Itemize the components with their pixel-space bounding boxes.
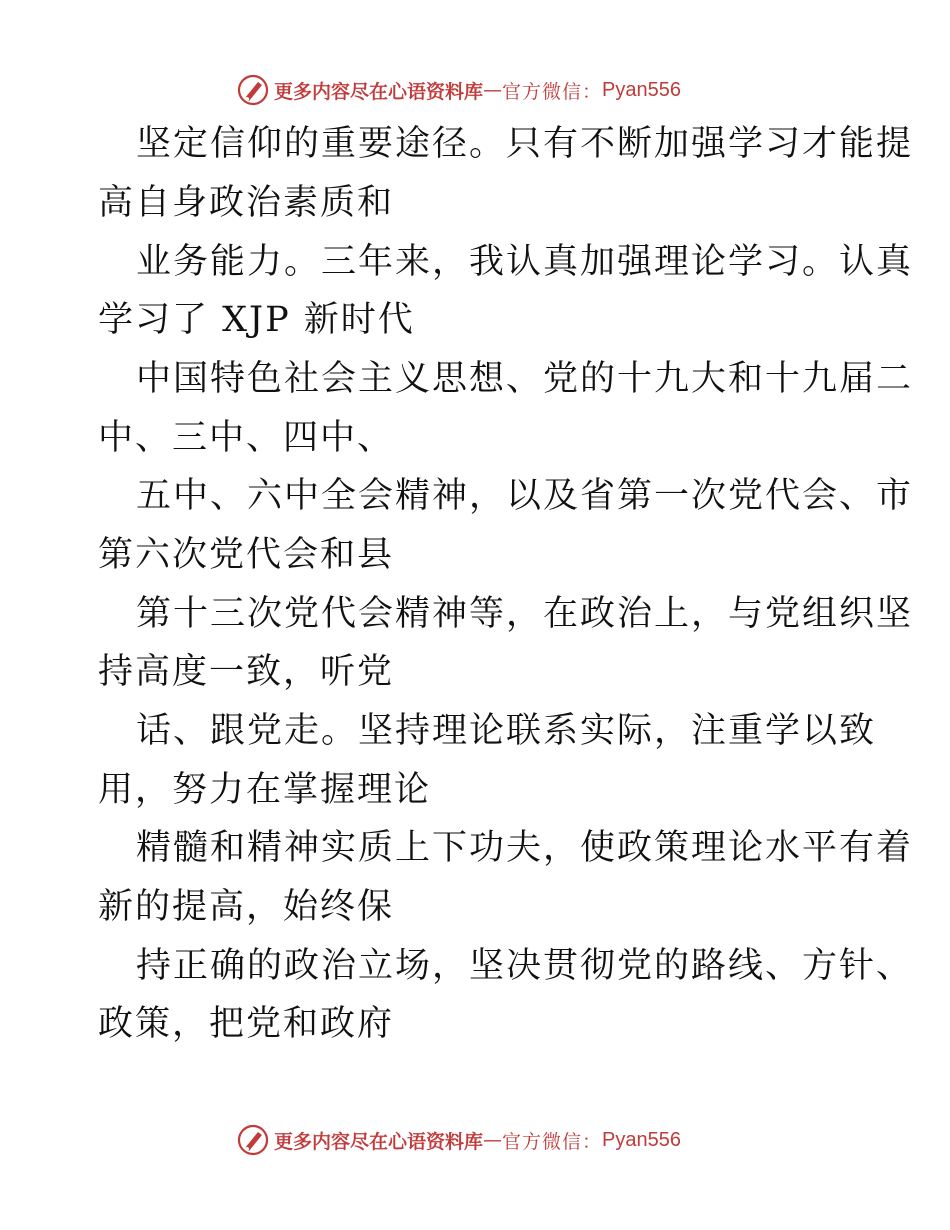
text-line: 政策，把党和政府: [98, 1004, 395, 1044]
header-watermark: [236, 72, 681, 108]
text-line: 持正确的政治立场，坚决贯彻党的路线、方针、: [136, 946, 914, 986]
text-line: 中国特色社会主义思想、党的十九大和十九届二: [136, 359, 914, 399]
watermark-dash: —: [483, 79, 503, 101]
text-line: 坚定信仰的重要途径。只有不断加强学习才能提: [136, 124, 914, 164]
watermark-wechat-id: Pyan556: [602, 78, 681, 101]
text-line: 持高度一致，听党: [98, 652, 395, 692]
text-line: 第十三次党代会精神等，在政治上，与党组织坚: [136, 594, 914, 634]
watermark-sub-text: 官方微信：: [502, 80, 603, 103]
text-line: 中、三中、四中、: [98, 418, 395, 458]
text-line: 第六次党代会和县: [98, 535, 395, 575]
text-line: 精髓和精神实质上下功夫，使政策理论水平有着: [136, 828, 914, 868]
watermark-wechat-id: Pyan556: [602, 1128, 681, 1151]
watermark-main-text: 更多内容尽在心语资料库: [274, 1130, 484, 1153]
pen-logo-icon: [236, 1123, 270, 1157]
text-line: 业务能力。三年来，我认真加强理论学习。认真: [136, 242, 914, 282]
text-line: 高自身政治素质和: [98, 183, 395, 223]
text-line: 话、跟党走。坚持理论联系实际，注重学以致: [136, 711, 877, 751]
footer-watermark: [236, 1122, 681, 1158]
text-line: 新的提高，始终保: [98, 887, 395, 927]
text-line: 五中、六中全会精神，以及省第一次党代会、市: [136, 476, 914, 516]
text-line: 用，努力在掌握理论: [98, 770, 432, 810]
watermark-sub-text: 官方微信：: [502, 1130, 603, 1153]
watermark-main-text: 更多内容尽在心语资料库: [274, 80, 484, 103]
text-line: 学习了 XJP 新时代: [98, 300, 415, 340]
pen-logo-icon: [236, 73, 270, 107]
watermark-dash: —: [483, 1129, 503, 1151]
